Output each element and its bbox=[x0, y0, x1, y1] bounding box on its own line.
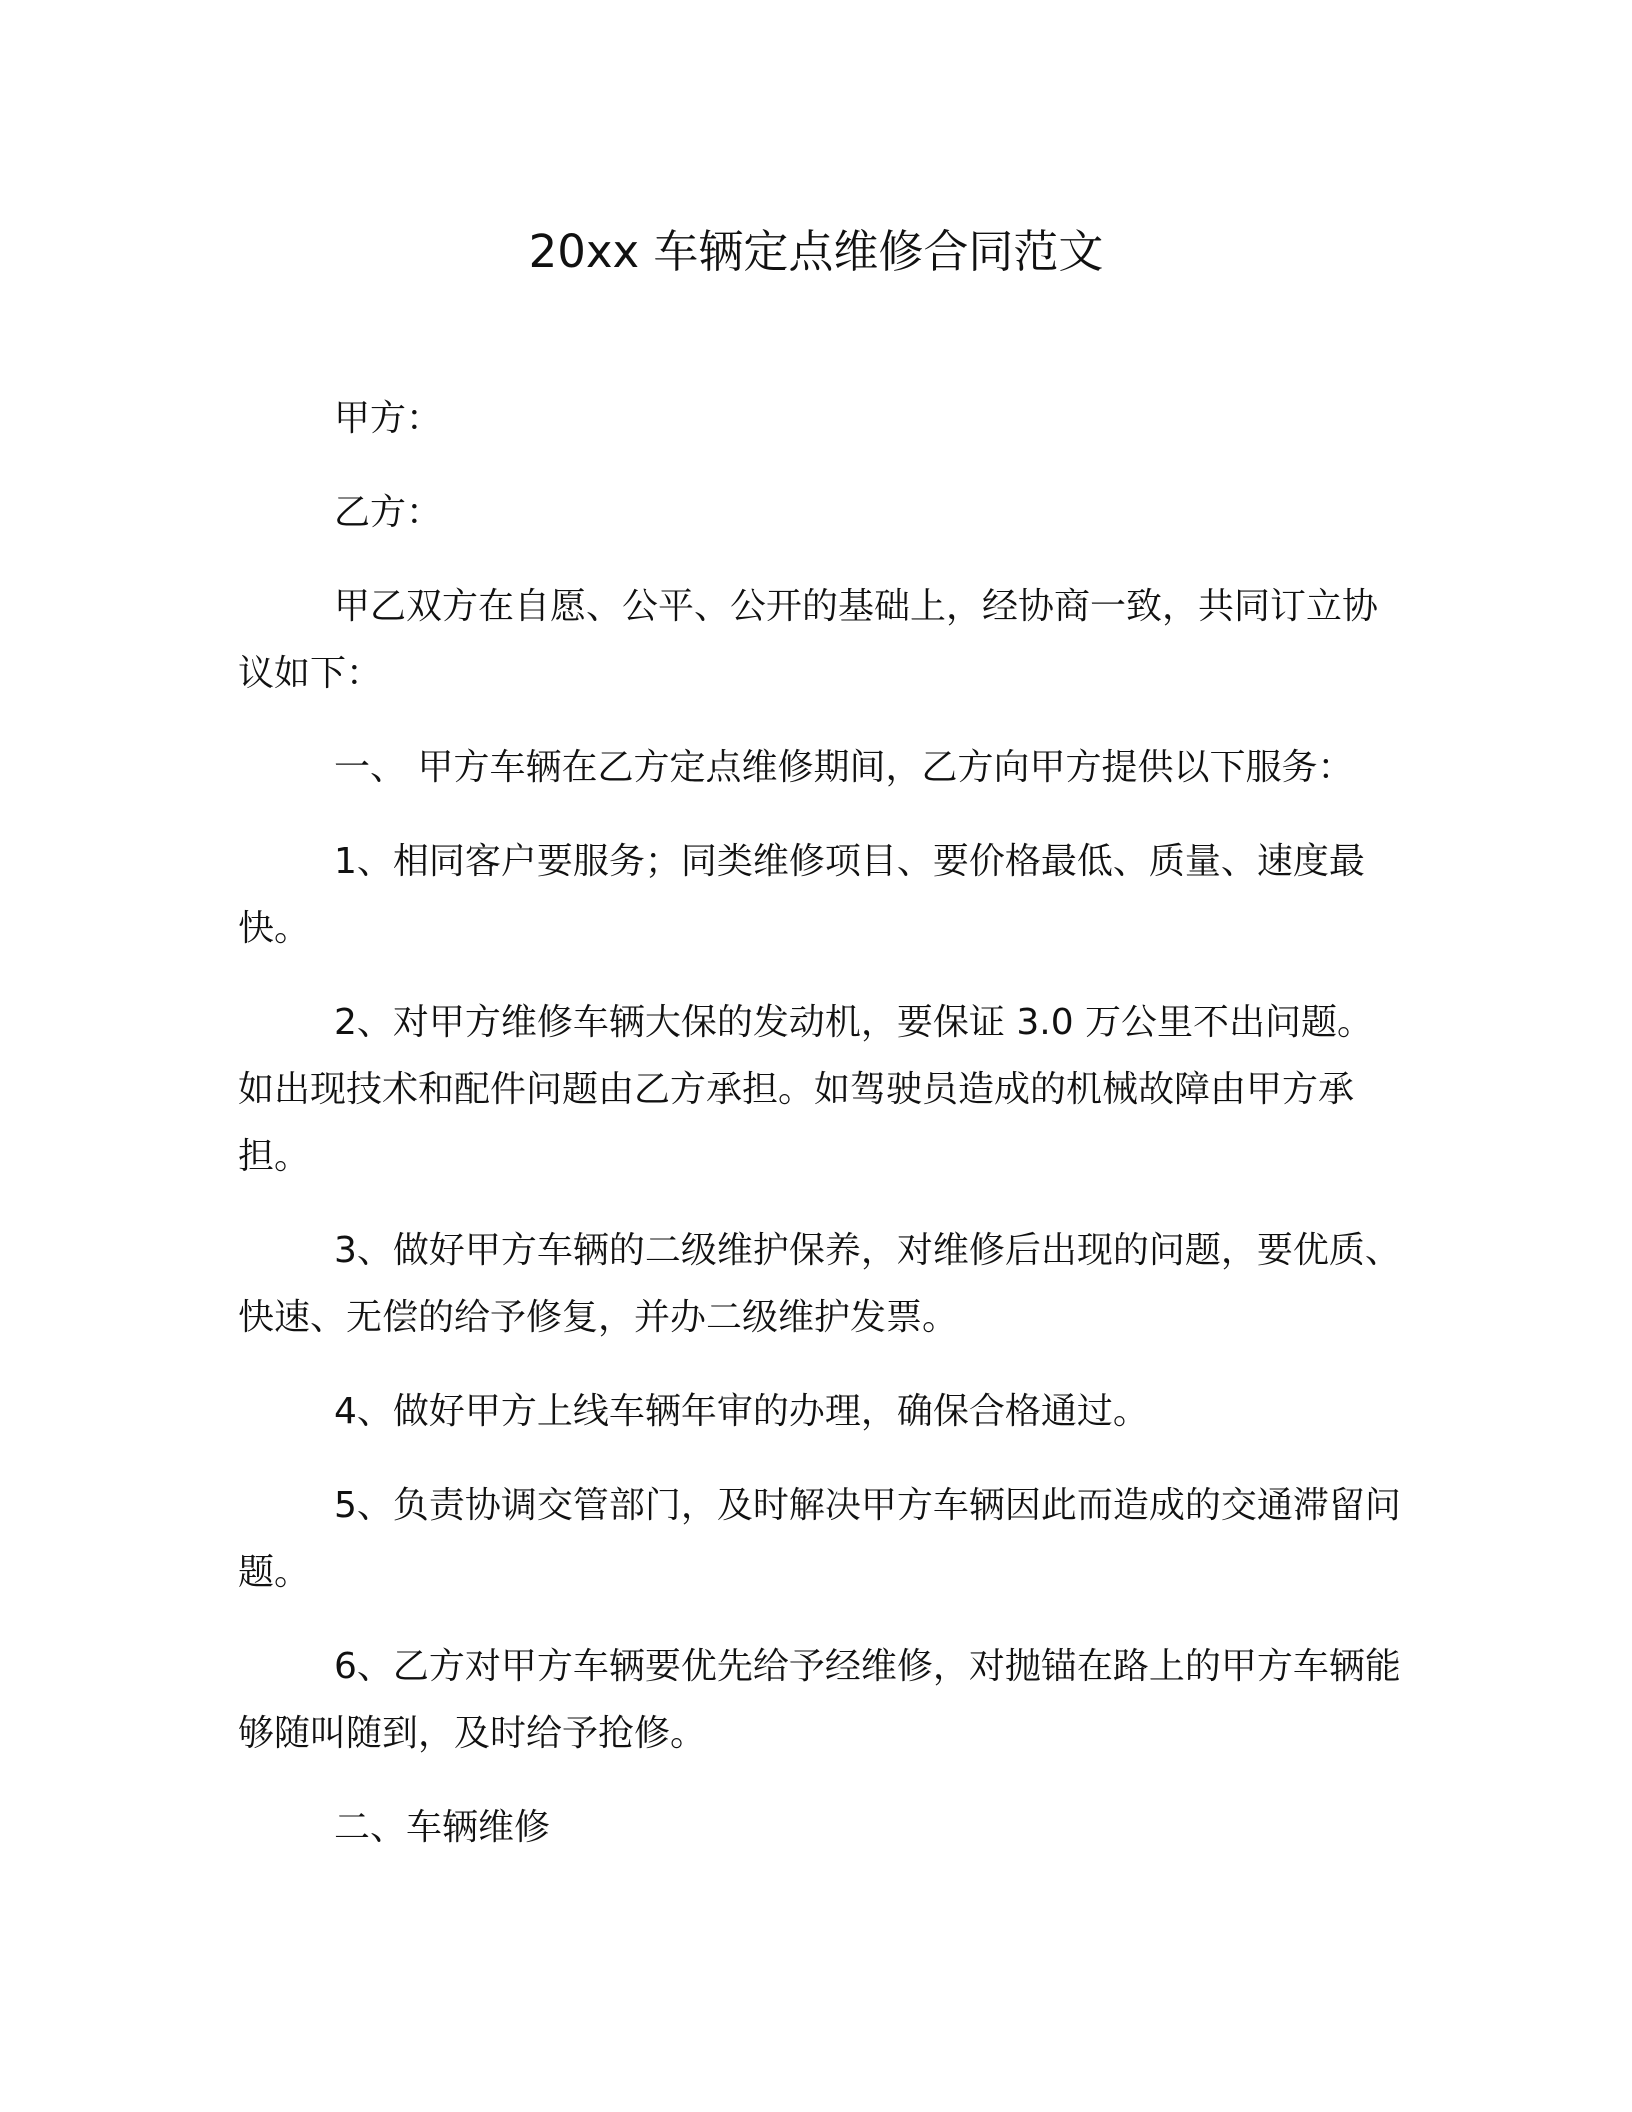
party-a-line: 甲方： bbox=[334, 398, 443, 439]
document-title: 20xx 车辆定点维修合同范文 bbox=[528, 225, 1104, 278]
service-item-3: 3、做好甲方车辆的二级维护保养，对维修后出现的问题，要优质、快速、无偿的给予修复，并办二级维护发票。 bbox=[238, 1230, 1401, 1338]
agreement-intro-paragraph: 甲乙双方在自愿、公平、公开的基础上，经协商一致，共同订立协议如下： bbox=[238, 586, 1379, 694]
service-item-2: 2、对甲方维修车辆大保的发动机，要保证 3.0 万公里不出问题。如出现技术和配件问题由乙方承担。如驾驶员造成的机械故障由甲方承担。 bbox=[238, 1002, 1374, 1177]
section-one-heading: 一、 甲方车辆在乙方定点维修期间，乙方向甲方提供以下服务： bbox=[334, 747, 1354, 788]
service-item-5: 5、负责协调交管部门，及时解决甲方车辆因此而造成的交通滞留问题。 bbox=[238, 1485, 1401, 1593]
party-b-line: 乙方： bbox=[334, 492, 443, 533]
document-body bbox=[238, 385, 1408, 1888]
section-two-heading: 二、车辆维修 bbox=[334, 1807, 551, 1848]
service-item-4: 4、做好甲方上线车辆年审的办理，确保合格通过。 bbox=[334, 1391, 1149, 1432]
service-item-1: 1、相同客户要服务；同类维修项目、要价格最低、质量、速度最快。 bbox=[238, 841, 1365, 949]
service-item-6: 6、乙方对甲方车辆要优先给予经维修，对抛锚在路上的甲方车辆能够随叫随到，及时给予抢修。 bbox=[238, 1646, 1401, 1754]
